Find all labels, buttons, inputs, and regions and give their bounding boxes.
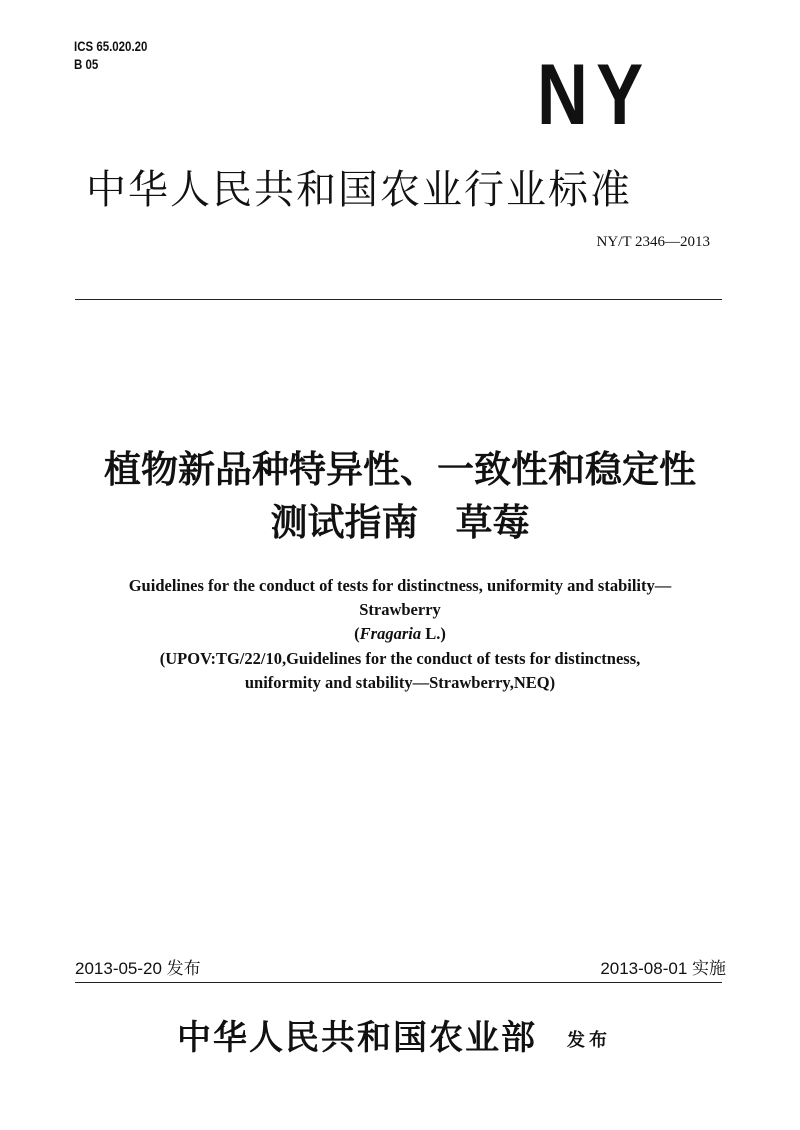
title-latin-name — [0, 622, 800, 645]
title-cn-line-2: 测试指南 草莓 — [270, 501, 530, 544]
latin-open-paren: ( — [354, 624, 360, 643]
ny-logo: NY — [537, 47, 652, 143]
latin-genus: Fragaria — [359, 624, 422, 643]
effective-date: 2013-08-01 实施 — [600, 959, 726, 978]
publisher: 中华人民共和国农业部 — [177, 1018, 537, 1058]
upov-line-1: (UPOV:TG/22/10,Guidelines for the conduct of tests for distinctness, — [159, 649, 641, 668]
title-en-line-1: Guidelines for the conduct of tests for distinctness, uniformity and stability— — [128, 576, 672, 595]
header-divider — [75, 299, 722, 300]
title-cn-line-1: 植物新品种特异性、一致性和稳定性 — [104, 448, 696, 491]
upov-line-2: uniformity and stability—Strawberry,NEQ) — [244, 673, 556, 692]
publish-word: 发布 — [567, 1030, 611, 1051]
title-en-line-2: Strawberry — [359, 600, 441, 619]
issue-date: 2013-05-20 发布 — [75, 959, 201, 978]
standard-number: NY/T 2346—2013 — [596, 234, 710, 250]
standard-category: 中华人民共和国农业行业标准 — [86, 167, 632, 213]
ics-code: ICS 65.020.20 — [74, 38, 148, 54]
class-code: B 05 — [74, 56, 99, 72]
latin-rest: L.) — [421, 624, 446, 643]
ics-classification — [74, 37, 147, 73]
footer-divider — [75, 982, 722, 983]
